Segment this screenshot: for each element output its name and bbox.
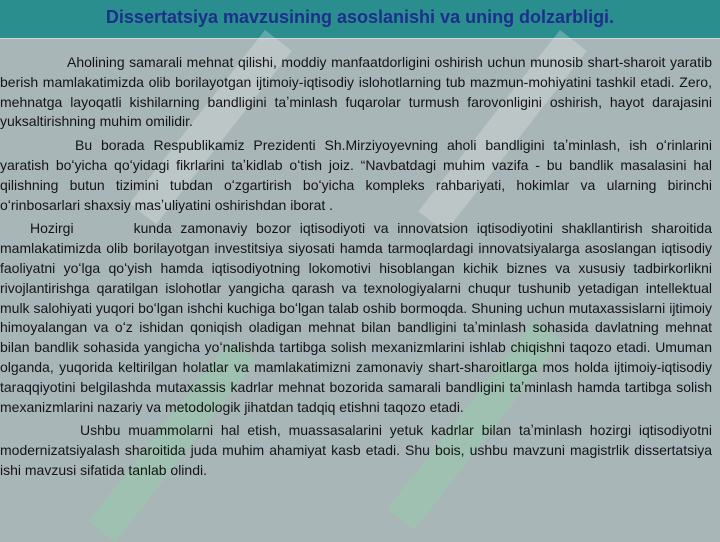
paragraph-3 <box>0 219 712 417</box>
paragraph-4: Ushbu muammolarni hal etish, muassasalarini yetuk kadrlar bilan taʼminlash hozirgi iqtisodiyotni modernizatsiyalash sharoitida juda muhim ahamiyat kasb etadi. Shu bois, ushbu mavzuni magistrlik dissertatsiya ishi mavzusi sifatida tanlab olindi. <box>0 422 712 478</box>
paragraph-3-rest: kunda zamonaviy bozor iqtisodiyoti va innovatsion iqtisodiyotini shakllantirish sharoitida mamlakatimizda olib borilayotgan investitsiya siyosati hamda tarmoqlardagi innovatsiyalarga asoslangan iqtisodiy faoliyatni yoʻlga qoʻyish hamda iqtisodiyotning lokomotivi hisoblangan kichik biznes va xususiy tadbirkorlikni rivojlantirishga qaratilgan islohotlar yangicha qarash va texnologiyalarni chuqur tushunib yetadigan intellektual mulk salohiyati yuqori boʻlgan ishchi kuchiga boʻlgan talab oshib bormoqda. Shuning uchun mutaxassislarni ijtimoiy himoyalangan va oʻz ishidan qoniqish oladigan mehnat bilan bandligini taʼminlash sohasida davlatning mehnat bilan bandlik sohasida yangicha yoʻnalishda tartibga solish mexanizmlarini ishlab chiqishni taqozo etadi. Umuman olganda, yuqorida keltirilgan holatlar va mamlakatimizni zamonaviy shart-sharoitlarga mos holda ijtimoiy-iqtisodiy taraqqiyotini belgilashda mutaxassis kadrlar mehnat bozorida samarali bandligini taʼminlash hamda tartibga solish mexanizmlarini nazariy va metodologik jihatdan tadqiq etishni taqozo etadi. <box>0 220 712 415</box>
paragraph-2: Bu borada Respublikamiz Prezidenti Sh.Mirziyoyevning aholi bandligini taʼminlash, ish oʻrinlarini yaratish boʻyicha qoʻyidagi fikrlarini taʼkidlab oʻtish joiz. “Navbatdagi muhim vazifa - bu bandlik masalasini hal qilishning butun tizimini tubdan oʻzgartirish boʻyicha kompleks rahbariyati, hokimlar va ularning birinchi oʻrinbosarlari shaxsiy masʼuliyatini oshirishdan iborat . <box>0 137 712 213</box>
paragraph-1: Aholining samarali mehnat qilishi, moddiy manfaatdorligini oshirish uchun munosib shart-sharoit yaratib berish mamlakatimizda olib borilayotgan ijtimoiy-iqtisodiy islohotlarning tub mazmun-mohiyatini tashkil etadi. Zero, mehnatga layoqatli kishilarning bandligini taʼminlash fuqarolar turmush farovonligini oshirish, hayot darajasini yuksaltirishning muhim omilidir. <box>0 54 712 130</box>
title-bar <box>0 0 720 39</box>
paragraph-3-start: Hozirgi <box>30 220 74 237</box>
document-body <box>0 53 712 485</box>
page-title: Dissertatsiya mavzusining asoslanishi va uning dolzarbligi. <box>105 7 615 27</box>
